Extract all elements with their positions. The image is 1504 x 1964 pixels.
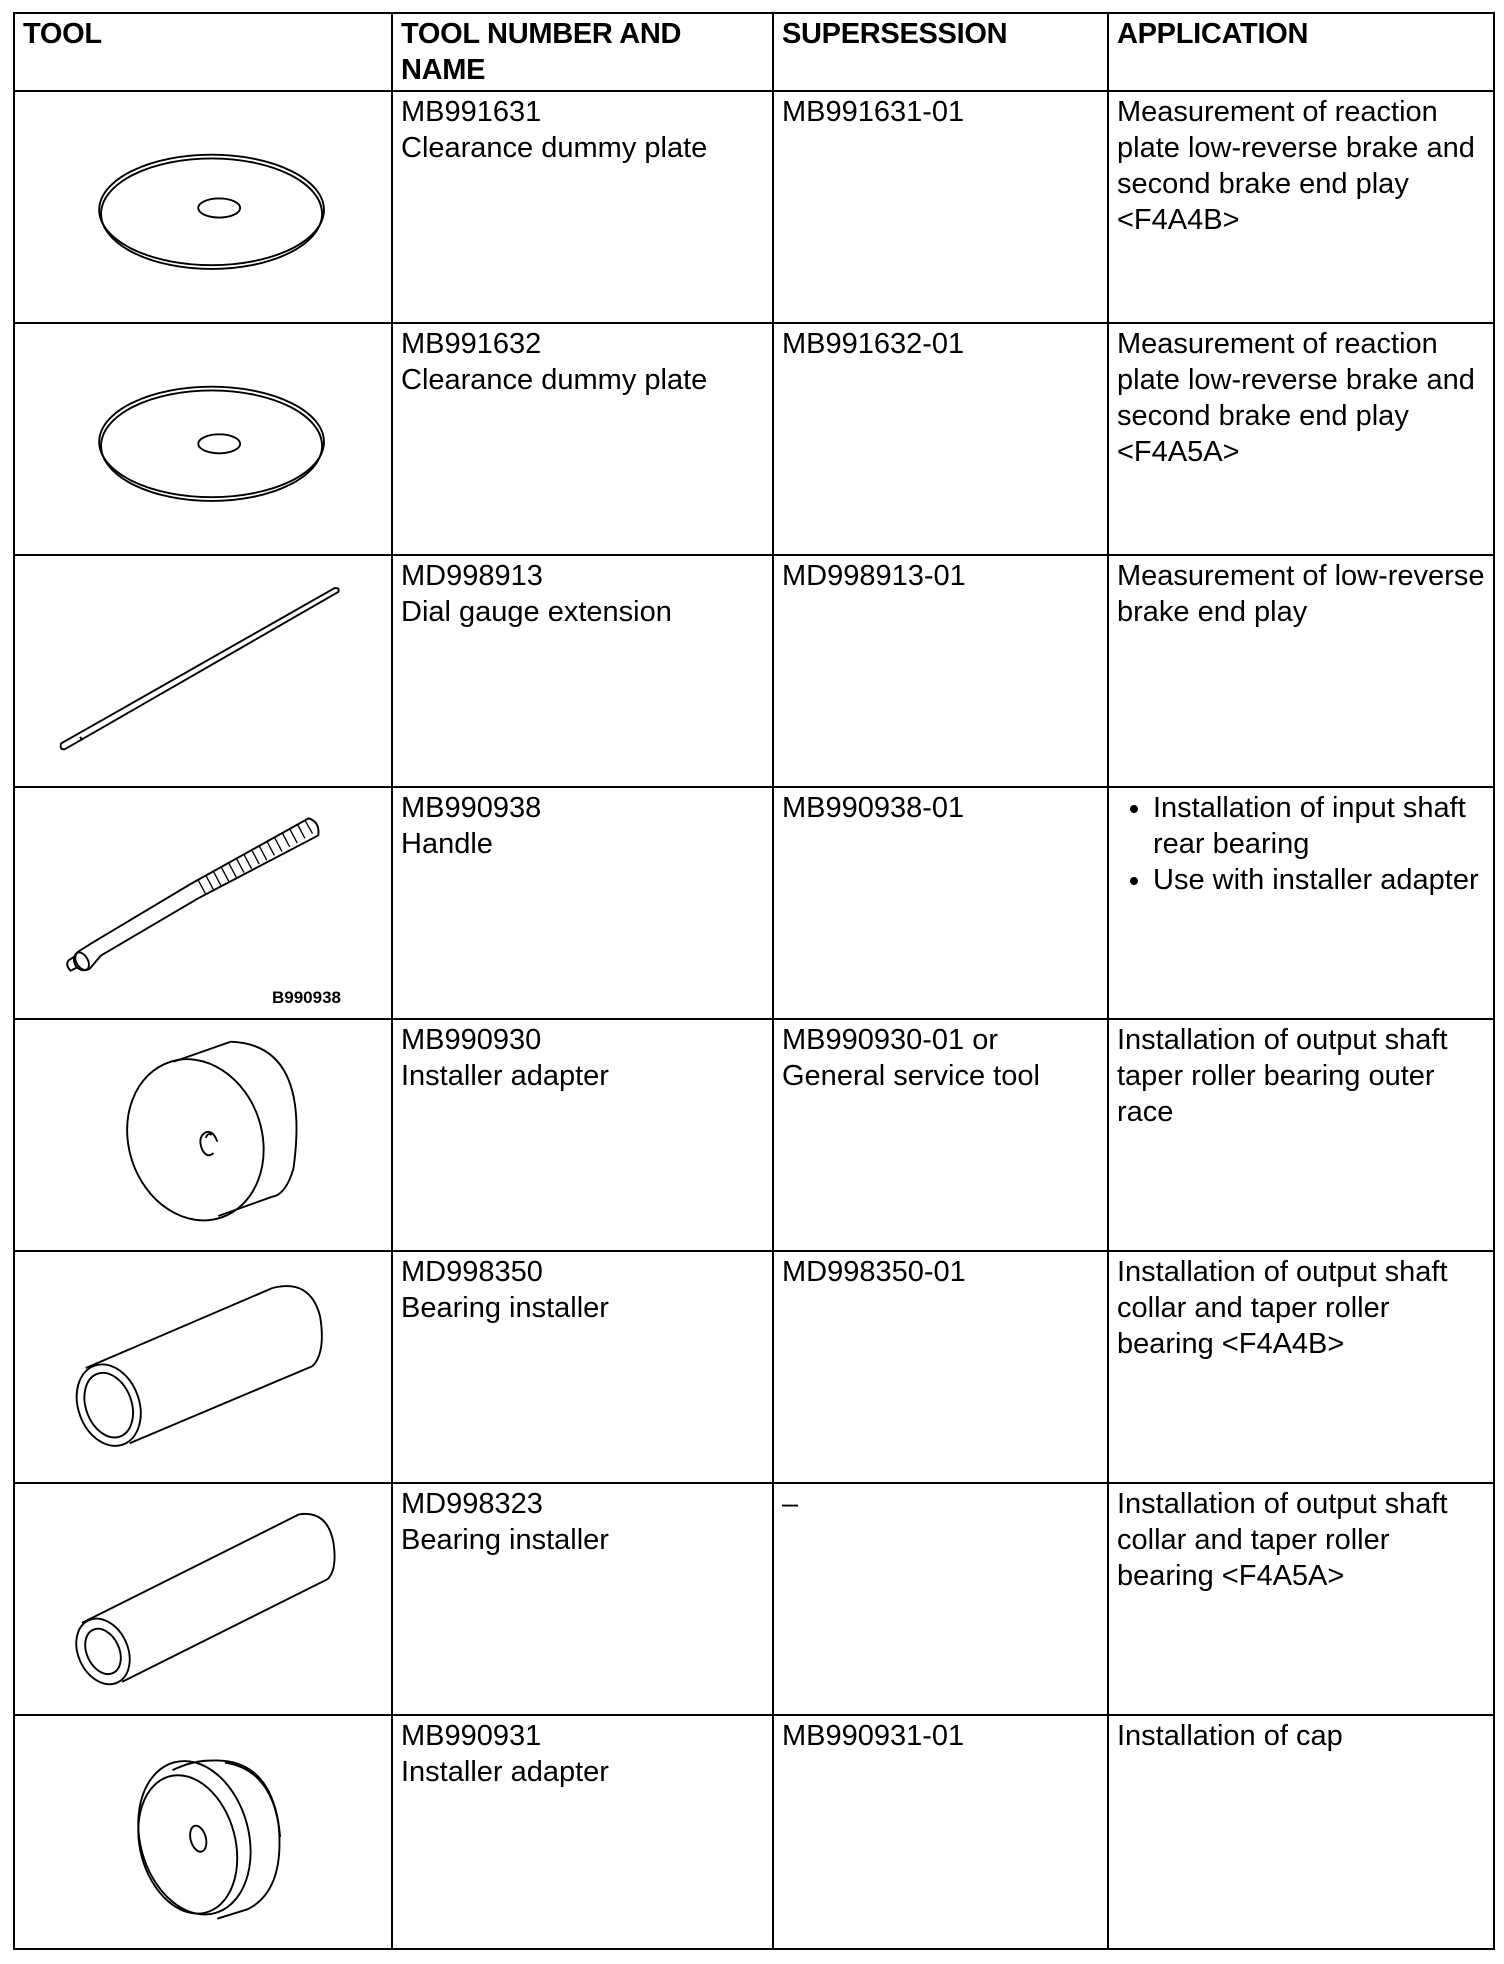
tool-illustration-cell <box>14 1019 392 1251</box>
stepped-installer-adapter-icon <box>23 1718 383 1948</box>
supersession-cell: MB991632-01 <box>773 323 1108 555</box>
application-cell: Measurement of reaction plate low-reverse brake and second brake end play <F4A4B> <box>1108 91 1494 323</box>
tool-illustration-cell <box>14 1483 392 1715</box>
application-cell: Measurement of reaction plate low-reverse brake and second brake end play <F4A5A> <box>1108 323 1494 555</box>
tool-number: MD998323 <box>401 1488 543 1520</box>
application-cell: Installation of output shaft collar and taper roller bearing <F4A5A> <box>1108 1483 1494 1715</box>
tool-name: Installer adapter <box>401 1060 609 1092</box>
tool-number-cell <box>392 1019 773 1251</box>
clearance-dummy-plate-icon <box>23 94 383 322</box>
tool-number-cell <box>392 1483 773 1715</box>
tool-number-cell <box>392 555 773 787</box>
tool-number: MB991632 <box>401 328 542 360</box>
tool-name: Handle <box>401 828 493 860</box>
table-row <box>14 1715 1494 1949</box>
table-row <box>14 555 1494 787</box>
tool-number-cell <box>392 1251 773 1483</box>
table-row <box>14 1019 1494 1251</box>
tool-name: Dial gauge extension <box>401 596 672 628</box>
installer-adapter-icon <box>23 1022 383 1250</box>
special-tools-table <box>13 12 1495 1950</box>
supersession-cell: – <box>773 1483 1108 1715</box>
tool-name: Installer adapter <box>401 1756 609 1788</box>
application-cell <box>1108 787 1494 1019</box>
supersession-cell: MB990931-01 <box>773 1715 1108 1949</box>
list-item: • Use with installer adapter <box>1153 862 1485 898</box>
supersession-cell: MB990938-01 <box>773 787 1108 1019</box>
list-item: • Installation of input shaft rear bearing <box>1153 790 1485 862</box>
table-row <box>14 787 1494 1019</box>
tool-code-label: B990938 <box>272 988 342 1007</box>
tool-illustration-cell <box>14 1251 392 1483</box>
supersession-cell: MD998350-01 <box>773 1251 1108 1483</box>
tool-illustration-cell <box>14 323 392 555</box>
tool-illustration-cell <box>14 787 392 1019</box>
tool-number: MD998350 <box>401 1256 543 1288</box>
bearing-installer-long-icon <box>23 1486 383 1714</box>
header-application: APPLICATION <box>1108 13 1494 91</box>
tool-illustration-cell <box>14 1715 392 1949</box>
table-row <box>14 1251 1494 1483</box>
tool-number: MB990938 <box>401 792 542 824</box>
header-tool-number: TOOL NUMBER AND NAME <box>392 13 773 91</box>
tool-name: Bearing installer <box>401 1292 609 1324</box>
tool-number-cell <box>392 323 773 555</box>
tool-number: MD998913 <box>401 560 543 592</box>
tool-illustration-cell <box>14 555 392 787</box>
tool-number: MB990931 <box>401 1720 542 1752</box>
tool-name: Clearance dummy plate <box>401 364 708 396</box>
tool-number: MB991631 <box>401 96 542 128</box>
table-row <box>14 323 1494 555</box>
tool-number: MB990930 <box>401 1024 542 1056</box>
tool-number-cell <box>392 91 773 323</box>
supersession-cell: MB990930-01 or General service tool <box>773 1019 1108 1251</box>
tool-name: Clearance dummy plate <box>401 132 708 164</box>
tool-number-cell <box>392 787 773 1019</box>
application-cell: Installation of output shaft collar and taper roller bearing <F4A4B> <box>1108 1251 1494 1483</box>
application-list <box>1117 790 1485 898</box>
header-supersession: SUPERSESSION <box>773 13 1108 91</box>
application-cell: Installation of cap <box>1108 1715 1494 1949</box>
bearing-installer-icon <box>23 1254 383 1482</box>
supersession-cell: MB991631-01 <box>773 91 1108 323</box>
application-cell: Installation of output shaft taper roller bearing outer race <box>1108 1019 1494 1251</box>
tool-name: Bearing installer <box>401 1524 609 1556</box>
table-row <box>14 91 1494 323</box>
supersession-cell: MD998913-01 <box>773 555 1108 787</box>
header-tool: TOOL <box>14 13 392 91</box>
tool-number-cell <box>392 1715 773 1949</box>
application-cell: Measurement of low-reverse brake end play <box>1108 555 1494 787</box>
table-row <box>14 1483 1494 1715</box>
header-row <box>14 13 1494 91</box>
dial-gauge-extension-icon <box>23 558 383 786</box>
clearance-dummy-plate-icon <box>23 326 383 554</box>
tool-illustration-cell <box>14 91 392 323</box>
